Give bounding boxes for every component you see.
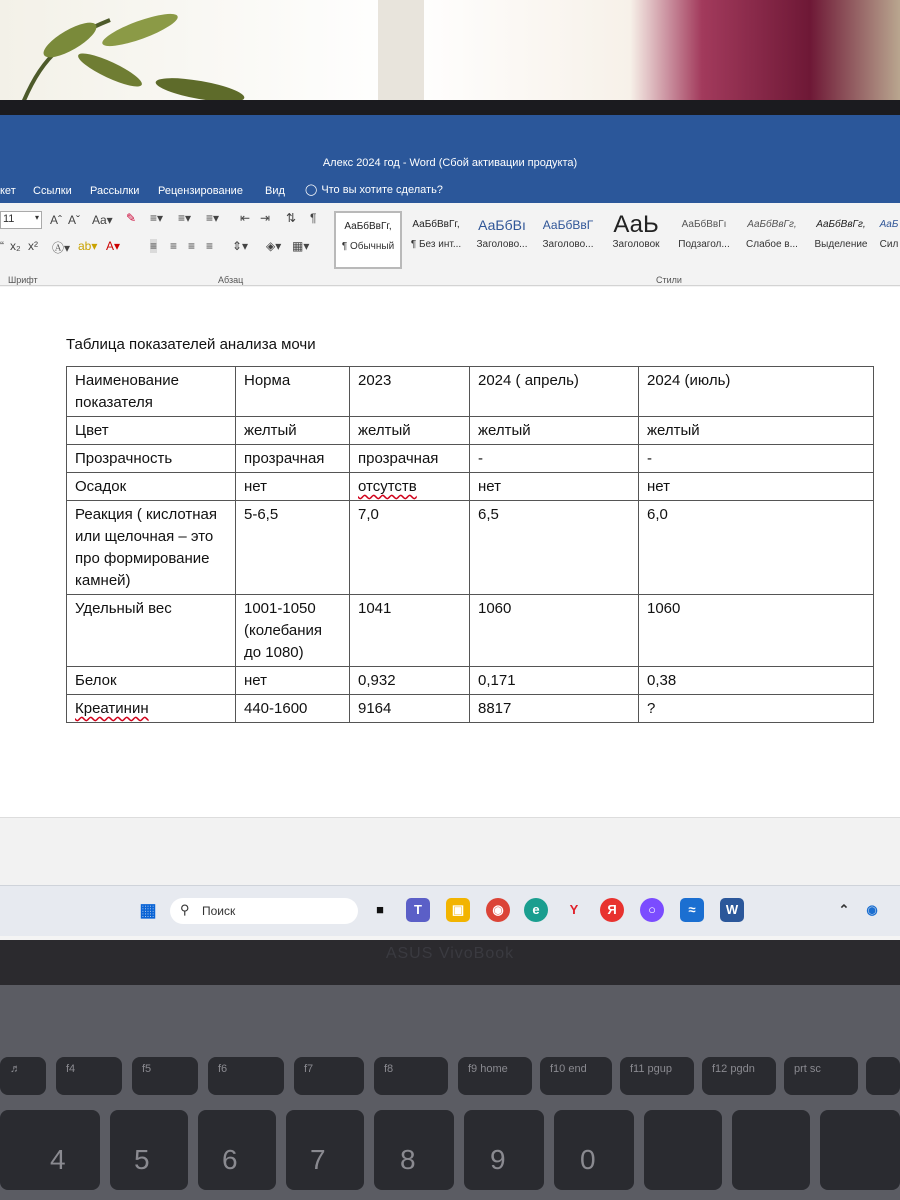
sort-icon[interactable]: ⇅ (286, 211, 297, 225)
key-label: 9 (490, 1144, 506, 1175)
clear-formatting-icon[interactable]: ✎ (126, 211, 137, 225)
table-header-cell: 2023 (350, 367, 470, 417)
keyboard-key (866, 1057, 900, 1095)
table-row (67, 473, 874, 501)
table-cell: 6,5 (470, 501, 639, 595)
style-name: ¶ Обычный (341, 241, 395, 252)
table-cell: 1041 (350, 595, 470, 667)
table-header-cell: Наименование показателя (67, 367, 236, 417)
keyboard-key (464, 1110, 544, 1190)
font-size-select[interactable] (0, 211, 42, 229)
key-label: 4 (50, 1144, 66, 1175)
table-cell: нет (639, 473, 874, 501)
align-left-icon[interactable]: ≡ (150, 239, 158, 253)
keyboard-key (554, 1110, 634, 1190)
style-subtitle[interactable] (672, 211, 736, 265)
style-name: Сил (879, 239, 899, 250)
keyboard-key (294, 1057, 364, 1095)
table-row (67, 501, 874, 595)
keyboard-key (732, 1110, 810, 1190)
table-cell: 0,38 (639, 667, 874, 695)
key-label: 8 (400, 1144, 416, 1175)
style-name: Слабое в... (746, 239, 798, 250)
show-marks-icon[interactable]: ¶ (310, 211, 317, 225)
line-spacing-icon[interactable]: ⇕▾ (232, 239, 249, 253)
style-sample: АаБбВвГг, (747, 219, 797, 230)
style-sample: АаБбВвГг, (816, 219, 866, 230)
key-label: 6 (222, 1144, 238, 1175)
key-label: f6 (218, 1063, 228, 1075)
houseplant-image (0, 0, 260, 115)
tab-review[interactable]: Рецензирование (158, 185, 243, 197)
key-label: f5 (142, 1063, 152, 1075)
style-normal[interactable] (334, 211, 402, 269)
style-intense-emphasis[interactable] (878, 211, 900, 265)
table-cell: 1060 (639, 595, 874, 667)
keyboard-key (132, 1057, 198, 1095)
table-cell: Цвет (67, 417, 236, 445)
keyboard-key (0, 1057, 46, 1095)
key-label: f12 pgdn (712, 1063, 755, 1075)
keyboard-key (0, 1110, 100, 1190)
style-sample: АаБбВвГг, (412, 219, 460, 230)
table-cell: 440-1600 (236, 695, 350, 723)
menu-bar (0, 171, 900, 203)
tab-view[interactable]: Вид (265, 185, 285, 197)
key-label: f8 (384, 1063, 394, 1075)
style-sample: АаБ (879, 219, 899, 230)
table-cell: 0,932 (350, 667, 470, 695)
table-cell: 7,0 (350, 501, 470, 595)
text-effects-icon[interactable]: Ⓐ▾ (52, 241, 71, 255)
volume-icon: ♬ (10, 1063, 21, 1075)
ribbon (0, 203, 900, 286)
keyboard-key (286, 1110, 364, 1190)
keyboard-key (374, 1110, 454, 1190)
chrome-icon[interactable]: ◉ (486, 898, 510, 922)
key-label: 5 (134, 1144, 150, 1175)
edge-icon[interactable]: e (524, 898, 548, 922)
table-cell: Осадок (67, 473, 236, 501)
laptop-screen (0, 115, 900, 940)
table-cell: прозрачная (350, 445, 470, 473)
table-cell: Удельный вес (67, 595, 236, 667)
table-row (67, 417, 874, 445)
laptop-keyboard (0, 985, 900, 1200)
style-name: Подзагол... (678, 239, 730, 250)
styles-gallery (334, 211, 900, 267)
table-cell: 9164 (350, 695, 470, 723)
multilevel-list-icon[interactable]: ≡▾ (206, 211, 220, 225)
keyboard-key (208, 1057, 284, 1095)
align-center-icon[interactable]: ≡ (170, 239, 178, 253)
shading-icon[interactable]: ◈▾ (266, 239, 282, 253)
document-bottom-area (0, 817, 900, 888)
chevron-down-icon: ▾ (34, 213, 39, 222)
key-label: prt sc (794, 1063, 821, 1075)
group-label-paragraph: Абзац (218, 275, 244, 285)
grow-font-icon[interactable]: Aˆ (50, 213, 62, 227)
table-header-cell: 2024 (июль) (639, 367, 874, 417)
table-cell: Прозрачность (67, 445, 236, 473)
style-title[interactable] (604, 211, 668, 265)
style-heading-2[interactable] (536, 211, 600, 265)
style-name: ¶ Без инт... (410, 239, 462, 250)
table-cell: 0,171 (470, 667, 639, 695)
group-label-styles: Стили (656, 275, 682, 285)
strikethrough-icon[interactable]: “ (0, 239, 4, 253)
style-heading-1[interactable] (470, 211, 534, 265)
table-cell: отсутств (350, 473, 470, 501)
photos-icon[interactable]: ≈ (680, 898, 704, 922)
style-name: Выделение (814, 239, 868, 250)
lightbulb-icon: ◯ (305, 184, 318, 196)
tab-references[interactable]: Ссылки (33, 185, 72, 197)
borders-icon[interactable]: ▦▾ (292, 239, 310, 253)
tell-me-text: Что вы хотите сделать? (321, 183, 443, 196)
keyboard-key (56, 1057, 122, 1095)
style-sample: АаБбВвГı (681, 219, 727, 230)
table-cell: нет (470, 473, 639, 501)
table-cell: 8817 (470, 695, 639, 723)
window-title: Алекс 2024 год - Word (Сбой активации продукта) (322, 157, 578, 169)
key-label: f9 home (468, 1063, 508, 1075)
keyboard-key (784, 1057, 858, 1095)
table-cell: нет (236, 473, 350, 501)
superscript-icon[interactable]: x² (28, 239, 38, 253)
change-case-icon[interactable]: Aa▾ (92, 213, 113, 227)
table-cell: - (470, 445, 639, 473)
align-right-icon[interactable]: ≡ (188, 239, 196, 253)
document-heading: Таблица показателей анализа мочи (66, 336, 316, 353)
key-label: f7 (304, 1063, 314, 1075)
increase-indent-icon[interactable]: ⇥ (260, 211, 271, 225)
subscript-icon[interactable]: x₂ (10, 239, 21, 253)
chevron-up-icon[interactable]: ⌃ (838, 902, 850, 917)
keyboard-key (644, 1110, 722, 1190)
font-size-value: 11 (3, 213, 15, 225)
keyboard-key (458, 1057, 532, 1095)
table-row (67, 667, 874, 695)
style-sample: АаБбВı (478, 217, 526, 233)
bullets-icon[interactable]: ≡▾ (150, 211, 164, 225)
key-label: f4 (66, 1063, 76, 1075)
table-cell: прозрачная (236, 445, 350, 473)
search-icon: ⚲ (180, 902, 190, 917)
table-header-cell: 2024 ( апрель) (470, 367, 639, 417)
highlight-color-icon[interactable]: ab▾ (78, 239, 98, 253)
style-no-spacing[interactable] (404, 211, 468, 265)
keyboard-key (374, 1057, 448, 1095)
style-sample: АаЬ (613, 211, 659, 238)
table-cell: 5-6,5 (236, 501, 350, 595)
table-cell: желтый (350, 417, 470, 445)
style-sample: АаБбВвГг, (344, 221, 392, 232)
table-header-row (67, 367, 874, 417)
task-view-icon[interactable]: ■ (376, 902, 384, 917)
alice-icon[interactable]: ○ (640, 898, 664, 922)
tab-file[interactable]: кет (0, 185, 16, 197)
table-cell: Реакция ( кислотная или щелочная – это про формирование камней) (67, 501, 236, 595)
decrease-indent-icon[interactable]: ⇤ (240, 211, 251, 225)
word-icon[interactable]: W (720, 898, 744, 922)
style-name: Заголово... (542, 239, 594, 250)
justify-icon[interactable]: ≡ (206, 239, 214, 253)
teams-icon[interactable]: T (406, 898, 430, 922)
style-name: Заголовок (612, 239, 660, 250)
search-placeholder: Поиск (202, 904, 236, 918)
table-cell: 1060 (470, 595, 639, 667)
keyboard-key (620, 1057, 694, 1095)
style-sample: АаБбВвГ (542, 218, 594, 232)
keyboard-key (540, 1057, 612, 1095)
start-icon[interactable]: ▦ (139, 900, 157, 920)
table-cell: 1001-1050 (колебания до 1080) (236, 595, 350, 667)
table-row (67, 445, 874, 473)
table-cell: ? (639, 695, 874, 723)
taskbar-search[interactable] (170, 898, 358, 924)
title-bar (0, 115, 900, 171)
network-icon[interactable]: ◉ (866, 902, 878, 917)
key-label: 0 (580, 1144, 596, 1175)
table-cell: Креатинин (67, 695, 236, 723)
shrink-font-icon[interactable]: Aˇ (68, 213, 80, 227)
key-label: f10 end (550, 1063, 587, 1075)
table-cell: желтый (470, 417, 639, 445)
window-frame (378, 0, 424, 112)
style-emphasis[interactable] (808, 211, 874, 265)
file-explorer-icon[interactable]: ▣ (446, 898, 470, 922)
yandex-icon[interactable]: Я (600, 898, 624, 922)
tell-me-box[interactable] (305, 183, 443, 196)
document-page[interactable] (0, 287, 900, 817)
table-cell: желтый (236, 417, 350, 445)
keyboard-key (820, 1110, 900, 1190)
table-row (67, 695, 874, 723)
keyboard-key (702, 1057, 776, 1095)
table-cell: нет (236, 667, 350, 695)
table-cell: - (639, 445, 874, 473)
table-cell: Белок (67, 667, 236, 695)
numbering-icon[interactable]: ≡▾ (178, 211, 192, 225)
style-subtle-emphasis[interactable] (740, 211, 804, 265)
table-row (67, 595, 874, 667)
tab-mailings[interactable]: Рассылки (90, 185, 140, 197)
keyboard-key (110, 1110, 188, 1190)
table-header-cell: Норма (236, 367, 350, 417)
table-cell: желтый (639, 417, 874, 445)
group-label-font: Шрифт (8, 275, 38, 285)
key-label: 7 (310, 1144, 326, 1175)
keyboard-key (198, 1110, 276, 1190)
urine-analysis-table (66, 366, 874, 723)
font-color-icon[interactable]: A▾ (106, 239, 121, 253)
taskbar (0, 885, 900, 936)
table-cell: 6,0 (639, 501, 874, 595)
yandex-browser-icon[interactable]: Y (569, 902, 579, 917)
key-label: f11 pgup (630, 1063, 673, 1075)
laptop-brand: ASUS VivoBook (385, 945, 515, 962)
style-name: Заголово... (476, 239, 528, 250)
